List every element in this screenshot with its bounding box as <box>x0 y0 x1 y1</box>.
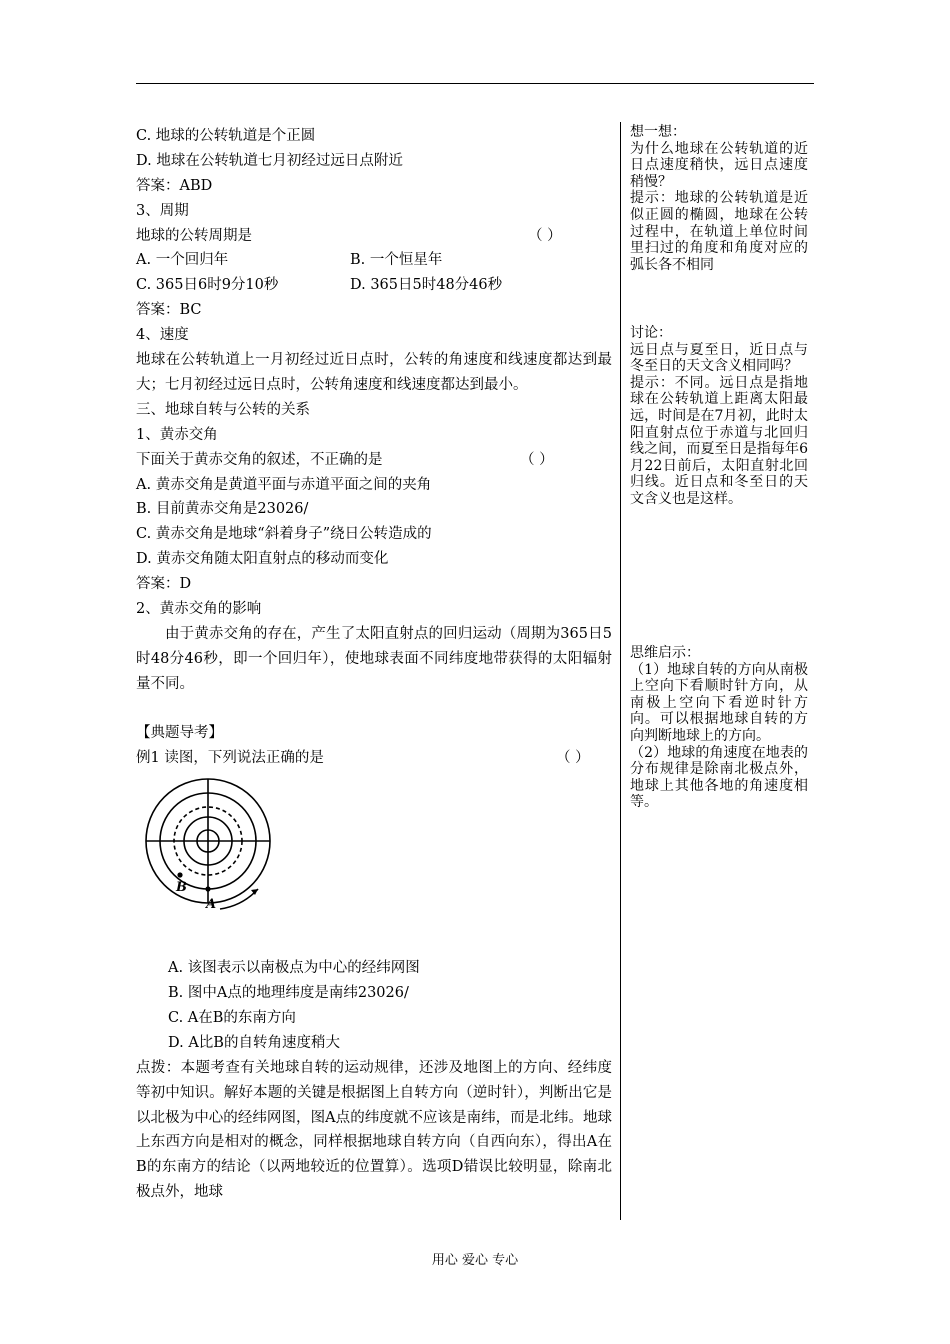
point-b <box>177 873 182 878</box>
sidebar-insight <box>630 645 808 811</box>
think-title: 想一想： <box>630 124 686 140</box>
option-c: C. 地球的公转轨道是个正圆 <box>136 128 316 144</box>
discuss-title: 讨论： <box>630 325 672 341</box>
example-option-d: D. A比B的自转角速度稍大 <box>168 1034 340 1051</box>
speed-paragraph: 地球在公转轨道上一月初经过近日点时，公转的角速度和线速度都达到最大；七月初经过远日点时，公转角速度和线速度都达到最小。 <box>136 352 612 393</box>
example-option-a: A. 该图表示以南极点为中心的经纬网图 <box>168 960 420 977</box>
period-option-c: C. 365日6时9分10秒 <box>136 277 279 294</box>
discuss-hint: 提示：不同。远日点是指地球在公转轨道上距离太阳最远，时间是在7月初，此时太阳直射点位于赤道与北回归线之间，而夏至日是指每年6月22日前后，太阳直射北回归线。近日点和冬至日的天文含义也是这样。 <box>630 374 808 507</box>
option-d: D. 地球在公转轨道七月初经过远日点附近 <box>136 152 403 169</box>
question-period <box>136 224 612 249</box>
page-footer: 用心 爱心 专心 <box>431 1253 519 1268</box>
example-option-b: B. 图中A点的地理纬度是南纬23026/ <box>168 985 409 1002</box>
answer-2: 答案：BC <box>136 302 202 319</box>
insight-point-2: （2）地球的角速度在地表的分布规律是除南北极点外，地球上其他各地的角速度相等。 <box>630 744 808 811</box>
header-rule <box>136 83 814 84</box>
label-b: B <box>176 880 187 896</box>
insight-title: 思维启示： <box>630 645 700 661</box>
obliquity-option-d: D. 黄赤交角随太阳直射点的移动而变化 <box>136 551 389 568</box>
obliquity-option-b: B. 目前黄赤交角是23026/ <box>136 501 309 518</box>
obliquity-option-c: C. 黄赤交角是地球“斜着身子”绕日公转造成的 <box>136 526 432 543</box>
answer-1: 答案：ABD <box>136 177 213 194</box>
example-1 <box>136 746 612 771</box>
column-divider <box>620 122 621 1220</box>
obliquity-option-a: A. 黄赤交角是黄道平面与赤道平面之间的夹角 <box>136 476 432 493</box>
period-option-a: A. 一个回归年 <box>136 252 229 269</box>
rotation-arrow-arc <box>220 889 258 909</box>
heading-influence: 2、黄赤交角的影响 <box>136 600 262 617</box>
insight-point-1: （1）地球自转的方向从南极上空向下看顺时针方向，从南极上空向下看逆时针方向。可以根据地球自转的方向判断地球上的方向。 <box>630 661 808 744</box>
influence-paragraph: 由于黄赤交角的存在，产生了太阳直射点的回归运动（周期为365日5时48分46秒，即一个回归年），使地球表面不同纬度地带获得的太阳辐射量不同。 <box>136 625 612 692</box>
answer-paren: （ ） <box>528 227 562 244</box>
example-options <box>136 956 612 1056</box>
label-a: A <box>206 897 217 913</box>
period-options-cd <box>136 273 612 298</box>
heading-period: 3、周期 <box>136 202 189 219</box>
question-period-text: 地球的公转周期是 <box>136 227 252 244</box>
answer-paren: （ ） <box>520 451 554 468</box>
question-obliquity <box>136 448 612 473</box>
question-obliquity-text: 下面关于黄赤交角的叙述，不正确的是 <box>136 451 383 468</box>
example-option-c: C. A在B的东南方向 <box>168 1009 296 1026</box>
answer-paren: （ ） <box>556 750 590 767</box>
sidebar-think <box>630 124 808 273</box>
period-option-d: D. 365日5时48分46秒 <box>350 277 503 294</box>
period-options-ab <box>136 248 612 273</box>
heading-typical-questions: 【典题导考】 <box>136 725 223 742</box>
heading-section-three: 三、地球自转与公转的关系 <box>136 401 310 418</box>
period-option-b: B. 一个恒星年 <box>350 252 443 269</box>
think-hint: 提示：地球的公转轨道是近似正圆的椭圆，地球在公转过程中，在轨道上单位时间里扫过的角度和角度对应的弧长各不相同 <box>630 190 808 273</box>
think-question: 为什么地球在公转轨道的近日点速度稍快，远日点速度稍慢？ <box>630 140 808 190</box>
point-a <box>205 887 210 892</box>
sidebar-discuss <box>630 325 808 508</box>
discuss-question: 远日点与夏至日，近日点与冬至日的天文含义相同吗？ <box>630 341 808 375</box>
example-1-text: 例1 读图，下列说法正确的是 <box>136 750 324 767</box>
analysis-paragraph: 点拨：本题考查有关地球自转的运动规律，还涉及地图上的方向、经纬度等初中知识。解好本题的关键是根据图上自转方向（逆时针），判断出它是以北极为中心的经纬网图，图A点的纬度就不应该是南纬，而是北纬。地球上东西方向是相对的概念，同样根据地球自转方向（自西向东），得出A在B的东南方的结论（以两地较近的位置算）。选项D错误比较明显，除南北极点外，地球 <box>136 1059 612 1201</box>
answer-3: 答案：D <box>136 576 192 593</box>
heading-obliquity: 1、黄赤交角 <box>136 426 218 443</box>
polar-graticule-figure <box>140 777 280 937</box>
main-column <box>136 124 612 1205</box>
heading-speed: 4、速度 <box>136 327 189 344</box>
